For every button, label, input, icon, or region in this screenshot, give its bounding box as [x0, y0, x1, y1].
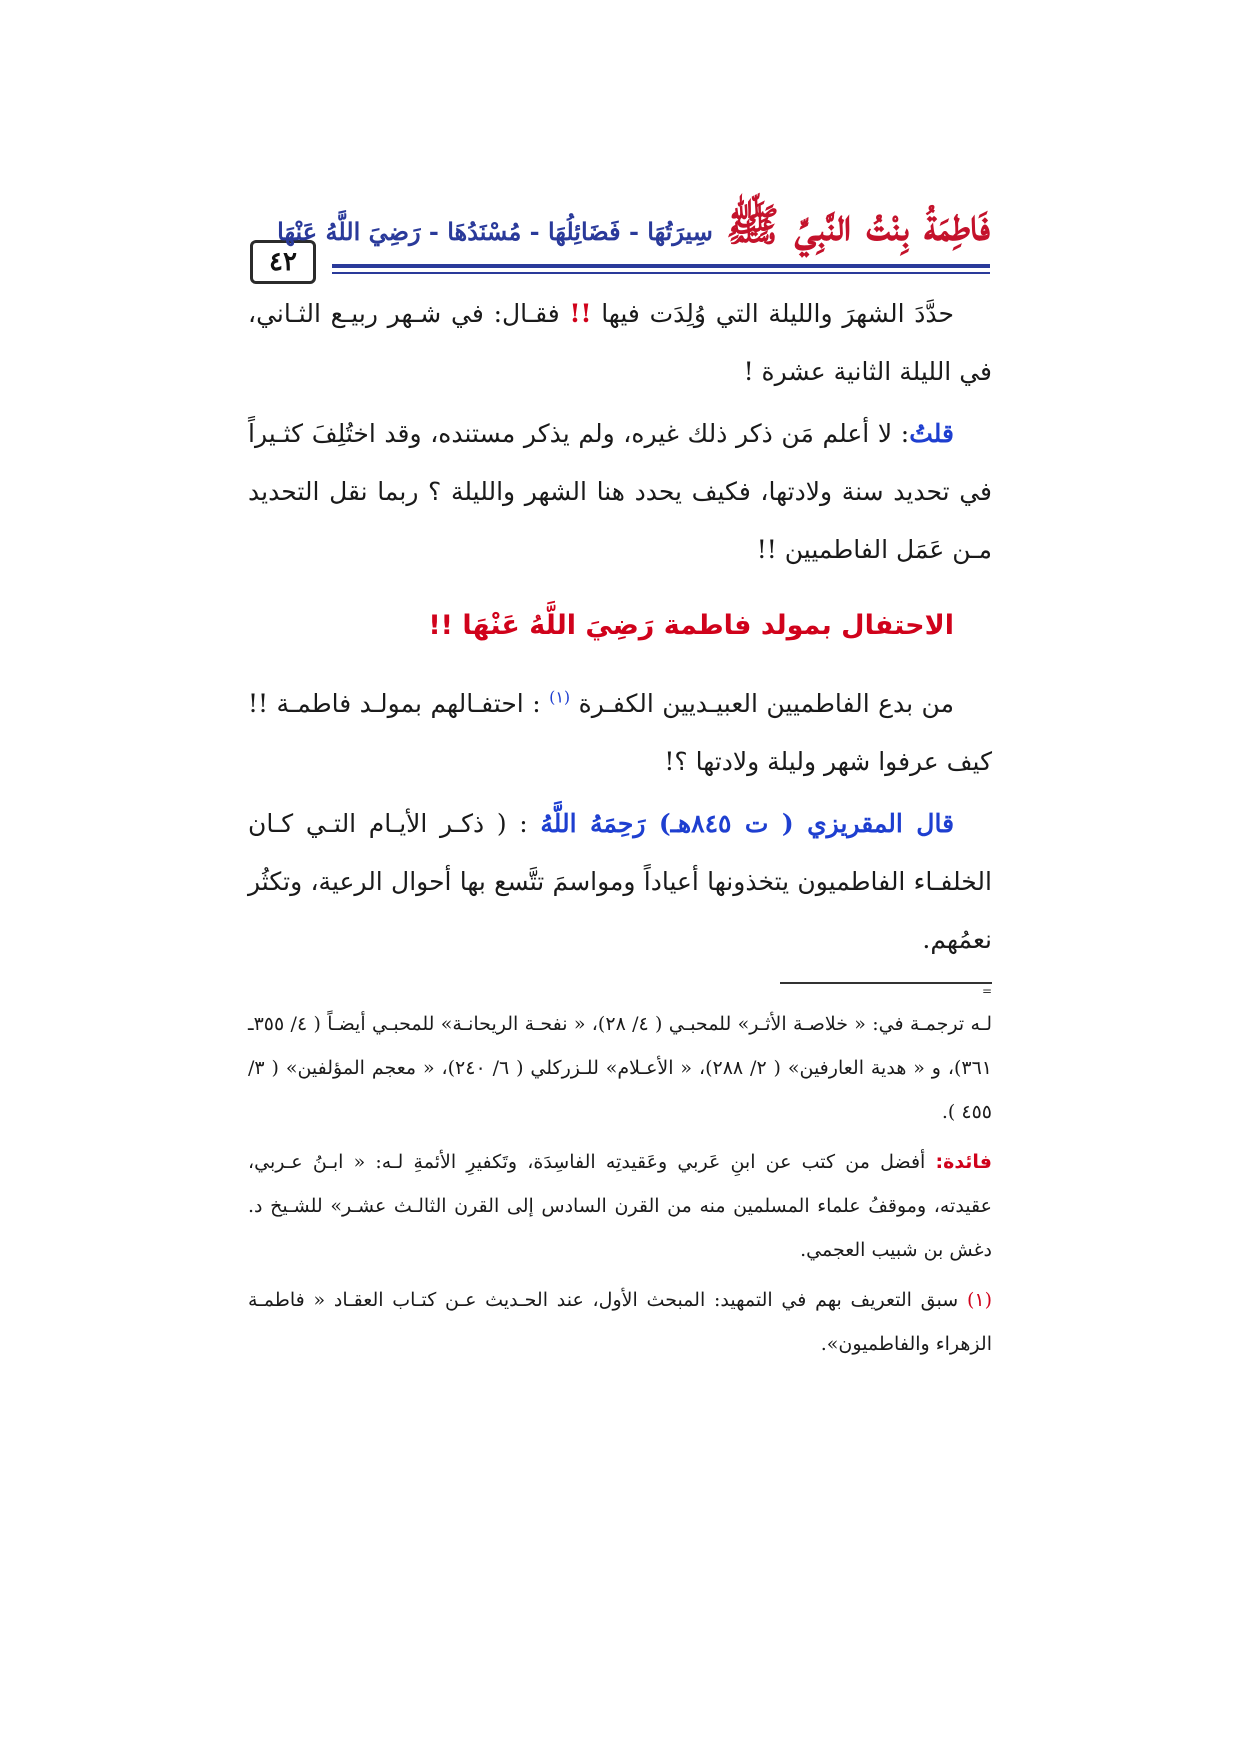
benefit-label: فائدة: [935, 1151, 992, 1173]
main-text [248, 285, 992, 969]
paragraph-3-text-2: : احتفـالهم بمولـد فاطمـة !! كيف عرفوا شهر وليلة ولادتها ؟! [248, 689, 992, 776]
section-heading: الاحتفال بمولد فاطمة رَضِيَ اللَّهُ عَنْهَا !! [428, 610, 954, 641]
paragraph-4-text: : ( ذكـر الأيـام التـي كـان الخلفـاء الفاطميون يتخذونها أعياداً ومواسمَ تتَّسع بها أحوال الرعية، وتكثُر نعمُهم. [248, 809, 992, 954]
page-number: ٤٢ [269, 247, 297, 277]
book-title [277, 198, 990, 258]
page-header [250, 178, 990, 278]
paragraph-1-text-2: فقـال: في شـهر ربيـع الثـاني، في الليلة الثانية عشرة ! [248, 299, 992, 386]
benefit-text: أفضل من كتب عن ابنِ عَربي وعَقيدتِه الفاسِدَة، وتَكفيرِ الأئمةِ لـه: « ابـنُ عـربي، عقيدته، وموقفُ علماء المسلمين منه من القرن السادس إلى القرن الثالـث عشـر» للشـيخ د. دغش بن شبيب العجمي. [248, 1151, 992, 1261]
footnote-separator-mark: = [982, 984, 993, 998]
header-rule-thick [332, 264, 990, 268]
footnote-separator [780, 982, 992, 984]
footnote-1 [248, 1278, 992, 1366]
header-rule-thin [332, 272, 990, 274]
book-title-subtitle: سِيرَتُهَا - فَضَائِلُهَا - مُسْنَدُهَا - رَضِيَ اللَّهُ عَنْهَا [277, 217, 713, 246]
paragraph-3-text: من بدع الفاطميين العبيـديين الكفـرة [578, 689, 954, 718]
paragraph-2-label: قلتُ [909, 419, 954, 448]
exclamation-mark: !! [569, 299, 592, 328]
paragraph-2 [248, 405, 992, 579]
book-title-main: فَاطِمَةُ بِنْتُ النَّبِيِّ ﷺ [726, 200, 990, 251]
footnote-benefit [248, 1140, 992, 1272]
footnotes [248, 1002, 992, 1372]
paragraph-3 [248, 675, 992, 791]
footnote-continued: لـه ترجمـة في: « خلاصـة الأثـر» للمحبـي ( ٤/ ٢٨)، « نفحـة الريحانـة» للمحبـي أيضـاً ( ٤/ ٣٥٥ـ ٣٦١)، و « هدية العارفين» ( ٢/ ٢٨٨)، « الأعـلام» للـزركلي ( ٦/ ٢٤٠)، « معجم المؤلفين» ( ٣/ ٤٥٥ ). [248, 1013, 992, 1123]
paragraph-4-label: قال المقريزي ( ت ٨٤٥هـ) رَحِمَهُ اللَّهُ [540, 809, 955, 838]
paragraph-1 [248, 285, 992, 401]
footnote-reference[interactable]: (١) [549, 687, 571, 707]
footnote-1-number: (١) [966, 1289, 992, 1311]
paragraph-1-text: حدَّدَ الشهرَ والليلة التي وُلِدَت فيها [591, 299, 954, 328]
paragraph-2-text: : لا أعلم مَن ذكر ذلك غيره، ولم يذكر مستنده، وقد اختُلِفَ كثـيراً في تحديد سنة ولادتها، فكيف يحدد هنا الشهر والليلة ؟ ربما نقل التحديد مـن عَمَل الفاطميين !! [248, 419, 992, 564]
footnote-1-text: سبق التعريف بهم في التمهيد: المبحث الأول، عند الحـديث عـن كتـاب العقـاد « فاطمـة الزهراء والفاطميون». [248, 1289, 992, 1355]
paragraph-4 [248, 795, 992, 969]
